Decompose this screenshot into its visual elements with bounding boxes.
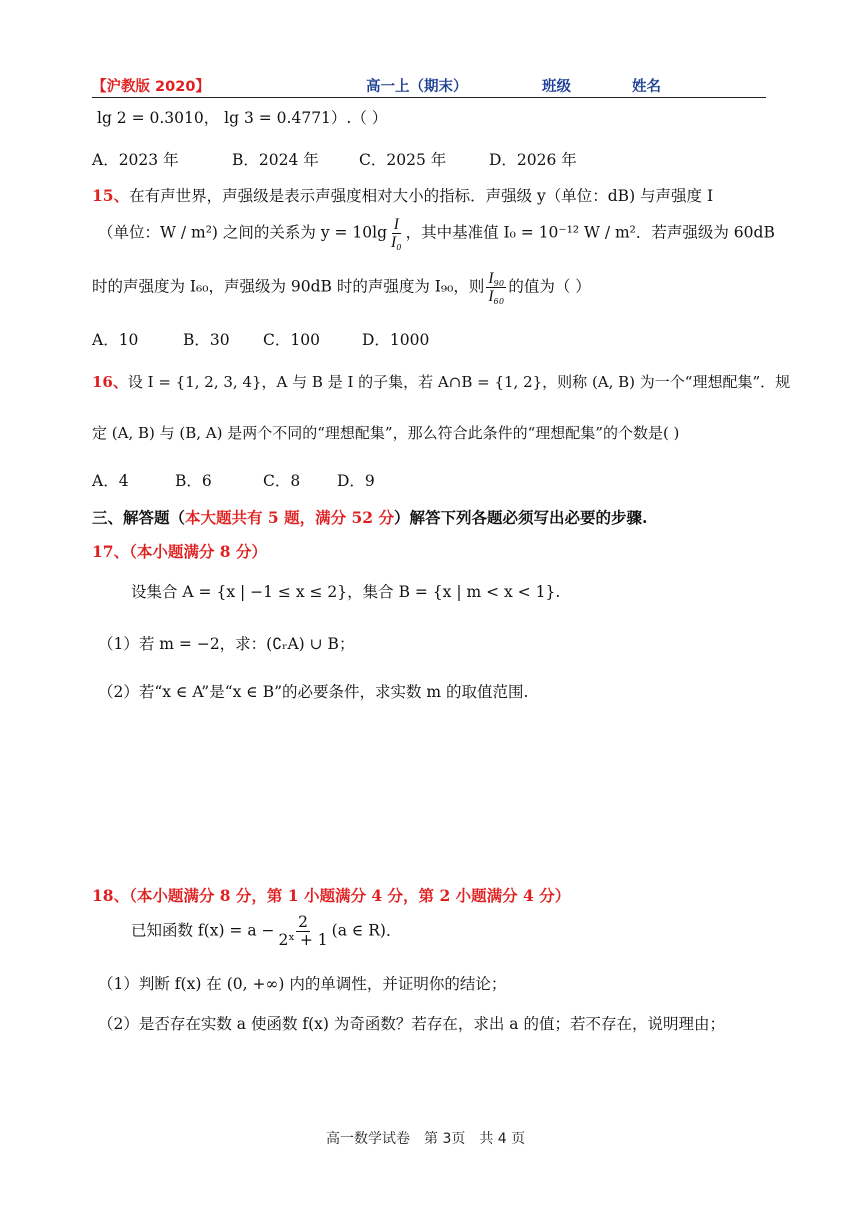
q15-line3-a: 时的声强度为 I₆₀，声强级为 90dB 时的声强度为 I₉₀，则 — [92, 277, 485, 296]
q18-part2: （2）是否存在实数 a 使函数 f(x) 为奇函数？若存在，求出 a 的值；若不存在，说明理由； — [98, 1015, 725, 1033]
name-label: 姓名 — [632, 79, 661, 95]
q16-option-c: C．8 — [263, 472, 301, 490]
q16-line2: 定 (A, B) 与 (B, A) 是两个不同的“理想配集”，那么符合此条件的“理想配集”的个数是( ) — [92, 424, 680, 442]
q15-option-b: B．30 — [183, 331, 230, 349]
q15-line1 — [92, 184, 713, 206]
page-footer: 高一数学试卷 第 3页 共 4 页 — [326, 1131, 526, 1147]
q18-stem — [131, 914, 401, 949]
q18-part1: （1）判断 f(x) 在 (0, +∞) 内的单调性，并证明你的结论； — [98, 975, 507, 993]
q15-option-d: D．1000 — [362, 331, 430, 349]
q17-stem: 设集合 A = {x | −1 ≤ x ≤ 2}，集合 B = {x | m < x < 1}. — [131, 583, 561, 601]
q18-heading: 18、（本小题满分 8 分，第 1 小题满分 4 分，第 2 小题满分 4 分） — [92, 886, 571, 905]
q16-number: 16、 — [92, 373, 128, 391]
q17-heading: 17、（本小题满分 8 分） — [92, 542, 267, 561]
q15-line1-text: 在有声世界，声强级是表示声强度相对大小的指标．声强级 y（单位：dB) 与声强度 I — [129, 187, 714, 205]
q14-option-d: D．2026 年 — [489, 151, 577, 169]
q18-frac-num: 2 — [298, 913, 308, 931]
exam-title: 高一上（期末） — [366, 79, 468, 95]
section3-prefix: 三、解答题（ — [92, 508, 186, 527]
q15-fraction — [389, 216, 404, 251]
q16-line1-text: 设 I = {1, 2, 3, 4}，A 与 B 是 I 的子集，若 A∩B = {1, 2}，则称 (A, B) 为一个“理想配集”．规 — [127, 373, 791, 391]
q18-frac-den: 2ˣ + 1 — [278, 931, 328, 950]
q15-line2-b: ，其中基准值 I₀ = 10⁻¹² W / m²．若声强级为 60dB — [405, 223, 775, 242]
q15-line3-b: 的值为（ ） — [508, 277, 591, 296]
q14-option-b: B．2024 年 — [232, 151, 319, 169]
q15-line2-a: （单位：W / m²) 之间的关系为 y = 10lg — [98, 223, 388, 242]
q15-frac-den: I₀ — [391, 234, 402, 252]
q15-ratio-num: I₉₀ — [488, 270, 505, 287]
q15-ratio-fraction — [486, 270, 506, 305]
q16-option-b: B．6 — [175, 472, 212, 490]
header-rule — [92, 97, 766, 98]
q18-stem-b: (a ∈ R)． — [331, 921, 402, 940]
q15-line3 — [92, 270, 591, 305]
q15-frac-num: I — [393, 216, 399, 233]
q15-line2 — [98, 216, 775, 251]
q15-option-a: A．10 — [92, 331, 139, 349]
q18-fraction — [277, 914, 330, 949]
q14-option-a: A．2023 年 — [92, 151, 179, 169]
q16-line1 — [92, 371, 790, 392]
section3-suffix: ）解答下列各题必须写出必要的步骤. — [393, 508, 648, 527]
class-label: 班级 — [542, 79, 571, 95]
q15-option-c: C．100 — [263, 331, 320, 349]
q17-part2: （2）若“x ∈ A”是“x ∈ B”的必要条件，求实数 m 的取值范围. — [98, 683, 529, 701]
edition-label: 【沪教版 2020】 — [92, 79, 210, 95]
q18-stem-a: 已知函数 f(x) = a − — [131, 921, 275, 940]
q16-option-d: D．9 — [337, 472, 375, 490]
q17-part1: （1）若 m = −2，求：(∁ᵣA) ∪ B； — [98, 635, 355, 653]
q15-ratio-den: I₆₀ — [488, 288, 505, 306]
q16-option-a: A．4 — [92, 472, 129, 490]
q14-option-c: C．2025 年 — [359, 151, 447, 169]
q15-number: 15、 — [92, 186, 130, 205]
section3-heading — [92, 506, 647, 528]
section3-score-note: 本大题共有 5 题，满分 52 分 — [185, 508, 394, 527]
q14-tail-text: lg 2 = 0.3010， lg 3 = 0.4771）.（ ） — [97, 109, 388, 127]
